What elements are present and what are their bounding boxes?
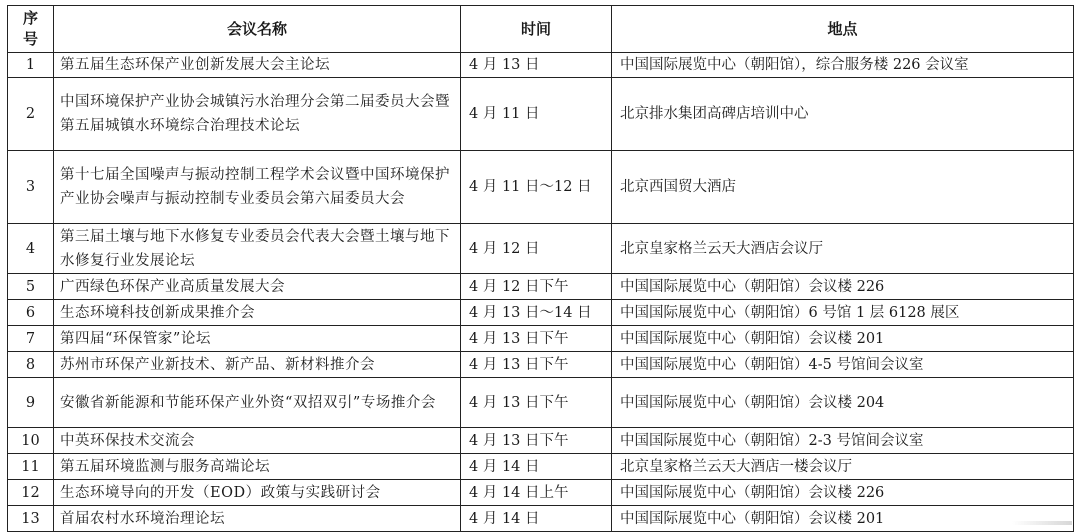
cell-place: 中国国际展览中心（朝阳馆）6 号馆 1 层 6128 展区 <box>612 300 1074 326</box>
table-row <box>8 300 1074 326</box>
cell-time: 4 月 13 日～14 日 <box>461 300 612 326</box>
table-row <box>8 224 1074 274</box>
cell-time: 4 月 11 日～12 日 <box>461 151 612 224</box>
cell-time: 4 月 12 日 <box>461 224 612 274</box>
cell-place: 中国国际展览中心（朝阳馆），综合服务楼 226 会议室 <box>612 53 1074 78</box>
cell-time: 4 月 11 日 <box>461 78 612 151</box>
cell-time: 4 月 13 日下午 <box>461 352 612 378</box>
table-row <box>8 378 1074 428</box>
cell-place: 中国国际展览中心（朝阳馆）会议楼 201 <box>612 326 1074 352</box>
cell-name: 第四届“环保管家”论坛 <box>54 326 461 352</box>
cell-time: 4 月 14 日上午 <box>461 480 612 506</box>
cell-no: 9 <box>8 378 54 428</box>
cell-no: 8 <box>8 352 54 378</box>
cell-no: 3 <box>8 151 54 224</box>
table-row <box>8 480 1074 506</box>
cell-no: 11 <box>8 454 54 480</box>
cell-place: 中国国际展览中心（朝阳馆）2-3 号馆间会议室 <box>612 428 1074 454</box>
table-row <box>8 352 1074 378</box>
header-place: 地点 <box>612 6 1074 53</box>
table-row <box>8 506 1074 532</box>
cell-no: 12 <box>8 480 54 506</box>
table-row <box>8 78 1074 151</box>
table-header-row <box>8 6 1074 53</box>
cell-name: 安徽省新能源和节能环保产业外资“双招双引”专场推介会 <box>54 378 461 428</box>
cell-name: 中国环境保护产业协会城镇污水治理分会第二届委员大会暨第五届城镇水环境综合治理技术论坛 <box>54 78 461 151</box>
cell-place: 北京皇家格兰云天大酒店一楼会议厅 <box>612 454 1074 480</box>
cell-name: 生态环境导向的开发（EOD）政策与实践研讨会 <box>54 480 461 506</box>
meeting-schedule-table <box>7 5 1074 532</box>
cell-name: 第五届环境监测与服务高端论坛 <box>54 454 461 480</box>
cell-time: 4 月 13 日下午 <box>461 428 612 454</box>
cell-no: 1 <box>8 53 54 78</box>
cell-no: 2 <box>8 78 54 151</box>
header-name: 会议名称 <box>54 6 461 53</box>
cell-name: 第三届土壤与地下水修复专业委员会代表大会暨土壤与地下水修复行业发展论坛 <box>54 224 461 274</box>
watermark-fade <box>1012 521 1072 525</box>
cell-time: 4 月 13 日下午 <box>461 326 612 352</box>
table-row <box>8 151 1074 224</box>
cell-place: 中国国际展览中心（朝阳馆）会议楼 201 <box>612 506 1074 532</box>
cell-time: 4 月 13 日 <box>461 53 612 78</box>
table-row <box>8 428 1074 454</box>
cell-place: 中国国际展览中心（朝阳馆）会议楼 204 <box>612 378 1074 428</box>
cell-place: 中国国际展览中心（朝阳馆）4-5 号馆间会议室 <box>612 352 1074 378</box>
table-row <box>8 53 1074 78</box>
cell-place: 中国国际展览中心（朝阳馆）会议楼 226 <box>612 480 1074 506</box>
table-row <box>8 274 1074 300</box>
cell-no: 13 <box>8 506 54 532</box>
cell-no: 10 <box>8 428 54 454</box>
cell-name: 首届农村水环境治理论坛 <box>54 506 461 532</box>
cell-name: 第十七届全国噪声与振动控制工程学术会议暨中国环境保护产业协会噪声与振动控制专业委员会第六届委员大会 <box>54 151 461 224</box>
cell-name: 中英环保技术交流会 <box>54 428 461 454</box>
header-time: 时间 <box>461 6 612 53</box>
cell-place: 北京排水集团高碑店培训中心 <box>612 78 1074 151</box>
cell-name: 广西绿色环保产业高质量发展大会 <box>54 274 461 300</box>
cell-place: 北京西国贸大酒店 <box>612 151 1074 224</box>
cell-place: 中国国际展览中心（朝阳馆）会议楼 226 <box>612 274 1074 300</box>
cell-time: 4 月 13 日下午 <box>461 378 612 428</box>
table-row <box>8 326 1074 352</box>
cell-no: 7 <box>8 326 54 352</box>
header-no: 序号 <box>8 6 54 53</box>
cell-no: 6 <box>8 300 54 326</box>
cell-name: 第五届生态环保产业创新发展大会主论坛 <box>54 53 461 78</box>
cell-time: 4 月 12 日下午 <box>461 274 612 300</box>
cell-name: 苏州市环保产业新技术、新产品、新材料推介会 <box>54 352 461 378</box>
cell-no: 5 <box>8 274 54 300</box>
table-body <box>8 53 1074 532</box>
cell-no: 4 <box>8 224 54 274</box>
table-row <box>8 454 1074 480</box>
cell-time: 4 月 14 日 <box>461 506 612 532</box>
cell-time: 4 月 14 日 <box>461 454 612 480</box>
cell-name: 生态环境科技创新成果推介会 <box>54 300 461 326</box>
cell-place: 北京皇家格兰云天大酒店会议厅 <box>612 224 1074 274</box>
